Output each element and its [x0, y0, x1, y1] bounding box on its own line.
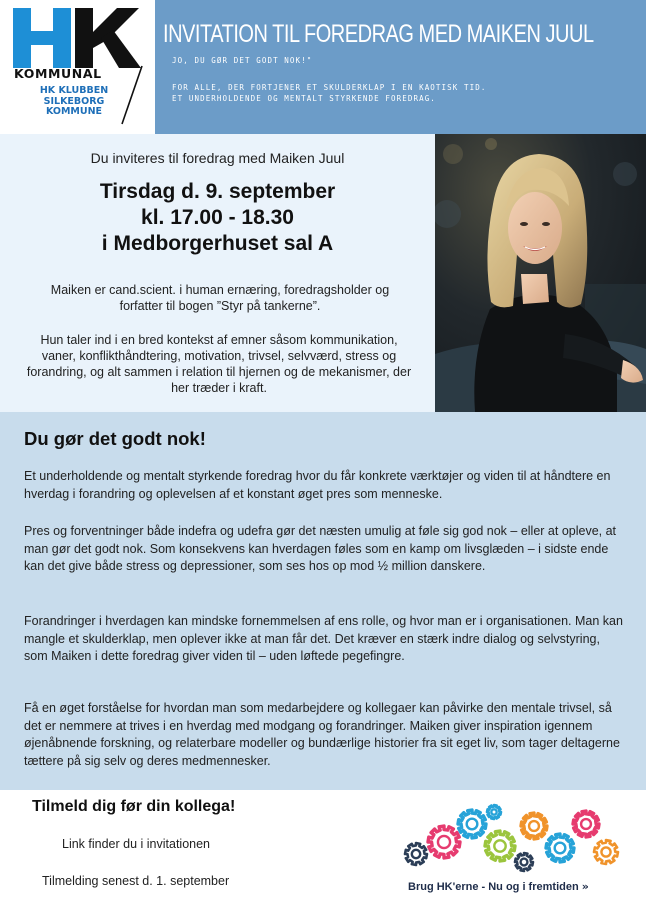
- signup-deadline: Tilmelding senest d. 1. september: [42, 874, 230, 888]
- gear-icon: [458, 810, 486, 838]
- gear-hub: [581, 819, 591, 829]
- hk-logo: [0, 0, 155, 134]
- tagline-text: Brug HK'erne - Nu og i fremtiden: [408, 881, 579, 893]
- body-paragraph: Et underholdende og mentalt styrkende foredrag hvor du får konkrete værktøjer og viden til at håndtere en hverdag i forandring og oplevelsen af et konstant øget pres som menneske.: [24, 469, 611, 501]
- double-arrow-icon: »: [581, 880, 589, 893]
- gear-icon: [405, 843, 427, 865]
- gear-hub: [521, 859, 528, 866]
- header-subtitle: JO, DU GØR DET GODT NOK!": [172, 56, 313, 65]
- hk-tagline: [408, 880, 589, 893]
- hk-logo-mark: [13, 8, 141, 68]
- hk-logo-h-right: [53, 8, 71, 68]
- signup-link-note: Link finder du i invitationen: [62, 837, 211, 851]
- hk-logo-k-leg: [101, 30, 141, 68]
- gear-icon: [594, 840, 618, 864]
- speaker-bio: Maiken er cand.scient. i human ernæring, foredragsholder og forfatter til bogen ”Styr på tankerne”.: [50, 283, 390, 313]
- gear-hub: [467, 819, 478, 830]
- page-title: INVITATION TIL FOREDRAG MED MAIKEN JUUL: [163, 20, 594, 48]
- logo-club-line: HK KLUBBEN: [39, 85, 109, 96]
- gear-hub: [601, 847, 610, 856]
- invite-line: Du inviteres til foredrag med Maiken Juul: [90, 150, 345, 166]
- speaker-topics: Hun taler ind i en bred kontekst af emner såsom kommunikation, vaner, konflikthåndtering, motivation, trivsel, selvværd, stress og forandring, og alt sammen i relation til hjernen og de mekanismer, der her træder i kraft.: [26, 333, 412, 395]
- header: [0, 0, 646, 134]
- gear-icon: [521, 813, 547, 839]
- signup-heading: Tilmeld dig før din kollega!: [32, 798, 236, 815]
- gear-hub: [494, 840, 505, 851]
- header-tagline: [172, 82, 486, 104]
- gear-hub: [412, 850, 420, 858]
- gear-hub: [438, 836, 450, 848]
- body-paragraph: Få en øget forståelse for hvordan man som medarbejdere og kollegaer kan påvirke den mentale trivsel, så det er nemmere at trives i en hverdag med modgang og forandringer. Maiken giver inspiration igennem øjenåbnende forskning, og relaterbare modeller og bundærlige historier fra sit eget liv, som tager deltagerne tættere på sig selv og deres medmennesker.: [24, 701, 620, 768]
- logo-club-line: KOMMUNE: [45, 106, 103, 117]
- logo-slash-line: [120, 64, 144, 126]
- event-place: i Medborgerhuset sal A: [101, 232, 334, 255]
- gear-icon: [485, 831, 515, 861]
- gear-icon: [515, 853, 533, 871]
- body-paragraph: Forandringer i hverdagen kan mindske fornemmelsen af ens rolle, og hvor man er i organisationen. Man kan mangle et skulderklap, men oplever ikke at man får det. Det kræver en stærk indre dialog og selvstyring, som Maiken i dette foredrag giver viden til – uden løftede pegefingre.: [24, 614, 623, 663]
- gear-hub: [491, 809, 496, 814]
- gear-hub: [529, 821, 539, 831]
- logo-club-line: SILKEBORG: [43, 95, 105, 107]
- event-date: Tirsdag d. 9. september: [99, 180, 336, 203]
- intro-text-panel: [0, 134, 435, 412]
- gear-icon: [428, 826, 460, 858]
- gear-icon: [487, 805, 501, 819]
- title-banner: [155, 0, 646, 134]
- header-tagline-line: ET UNDERHOLDENDE OG MENTALT STYRKENDE FOREDRAG.: [172, 94, 436, 103]
- body-paragraph: Pres og forventninger både indefra og udefra gør det næsten umulig at føle sig god nok – eller at opleve, at man gør det godt nok. Som konsekvens kan hverdagen føles som en kamp om livsglæden – i sidste ende kan det give både stress og depressioner, som ses hos op mod ½ million danskere.: [24, 524, 617, 573]
- hk-logo-k-stem: [75, 8, 93, 68]
- gears-logo: [402, 802, 628, 878]
- gear-hub: [555, 843, 566, 854]
- logo-wordmark: KOMMUNAL: [14, 66, 102, 81]
- logo-club-name: [34, 86, 114, 118]
- speaker-photo: [435, 134, 646, 412]
- details-section: [0, 412, 646, 790]
- section-heading: Du gør det godt nok!: [24, 428, 206, 449]
- footer: [0, 790, 646, 910]
- header-tagline-line: FOR ALLE, DER FORTJENER ET SKULDERKLAP I EN KAOTISK TID.: [172, 83, 487, 92]
- gear-icon: [573, 811, 599, 837]
- gear-icon: [546, 834, 574, 862]
- event-time: kl. 17.00 - 18.30: [141, 206, 294, 229]
- intro-section: [0, 134, 646, 412]
